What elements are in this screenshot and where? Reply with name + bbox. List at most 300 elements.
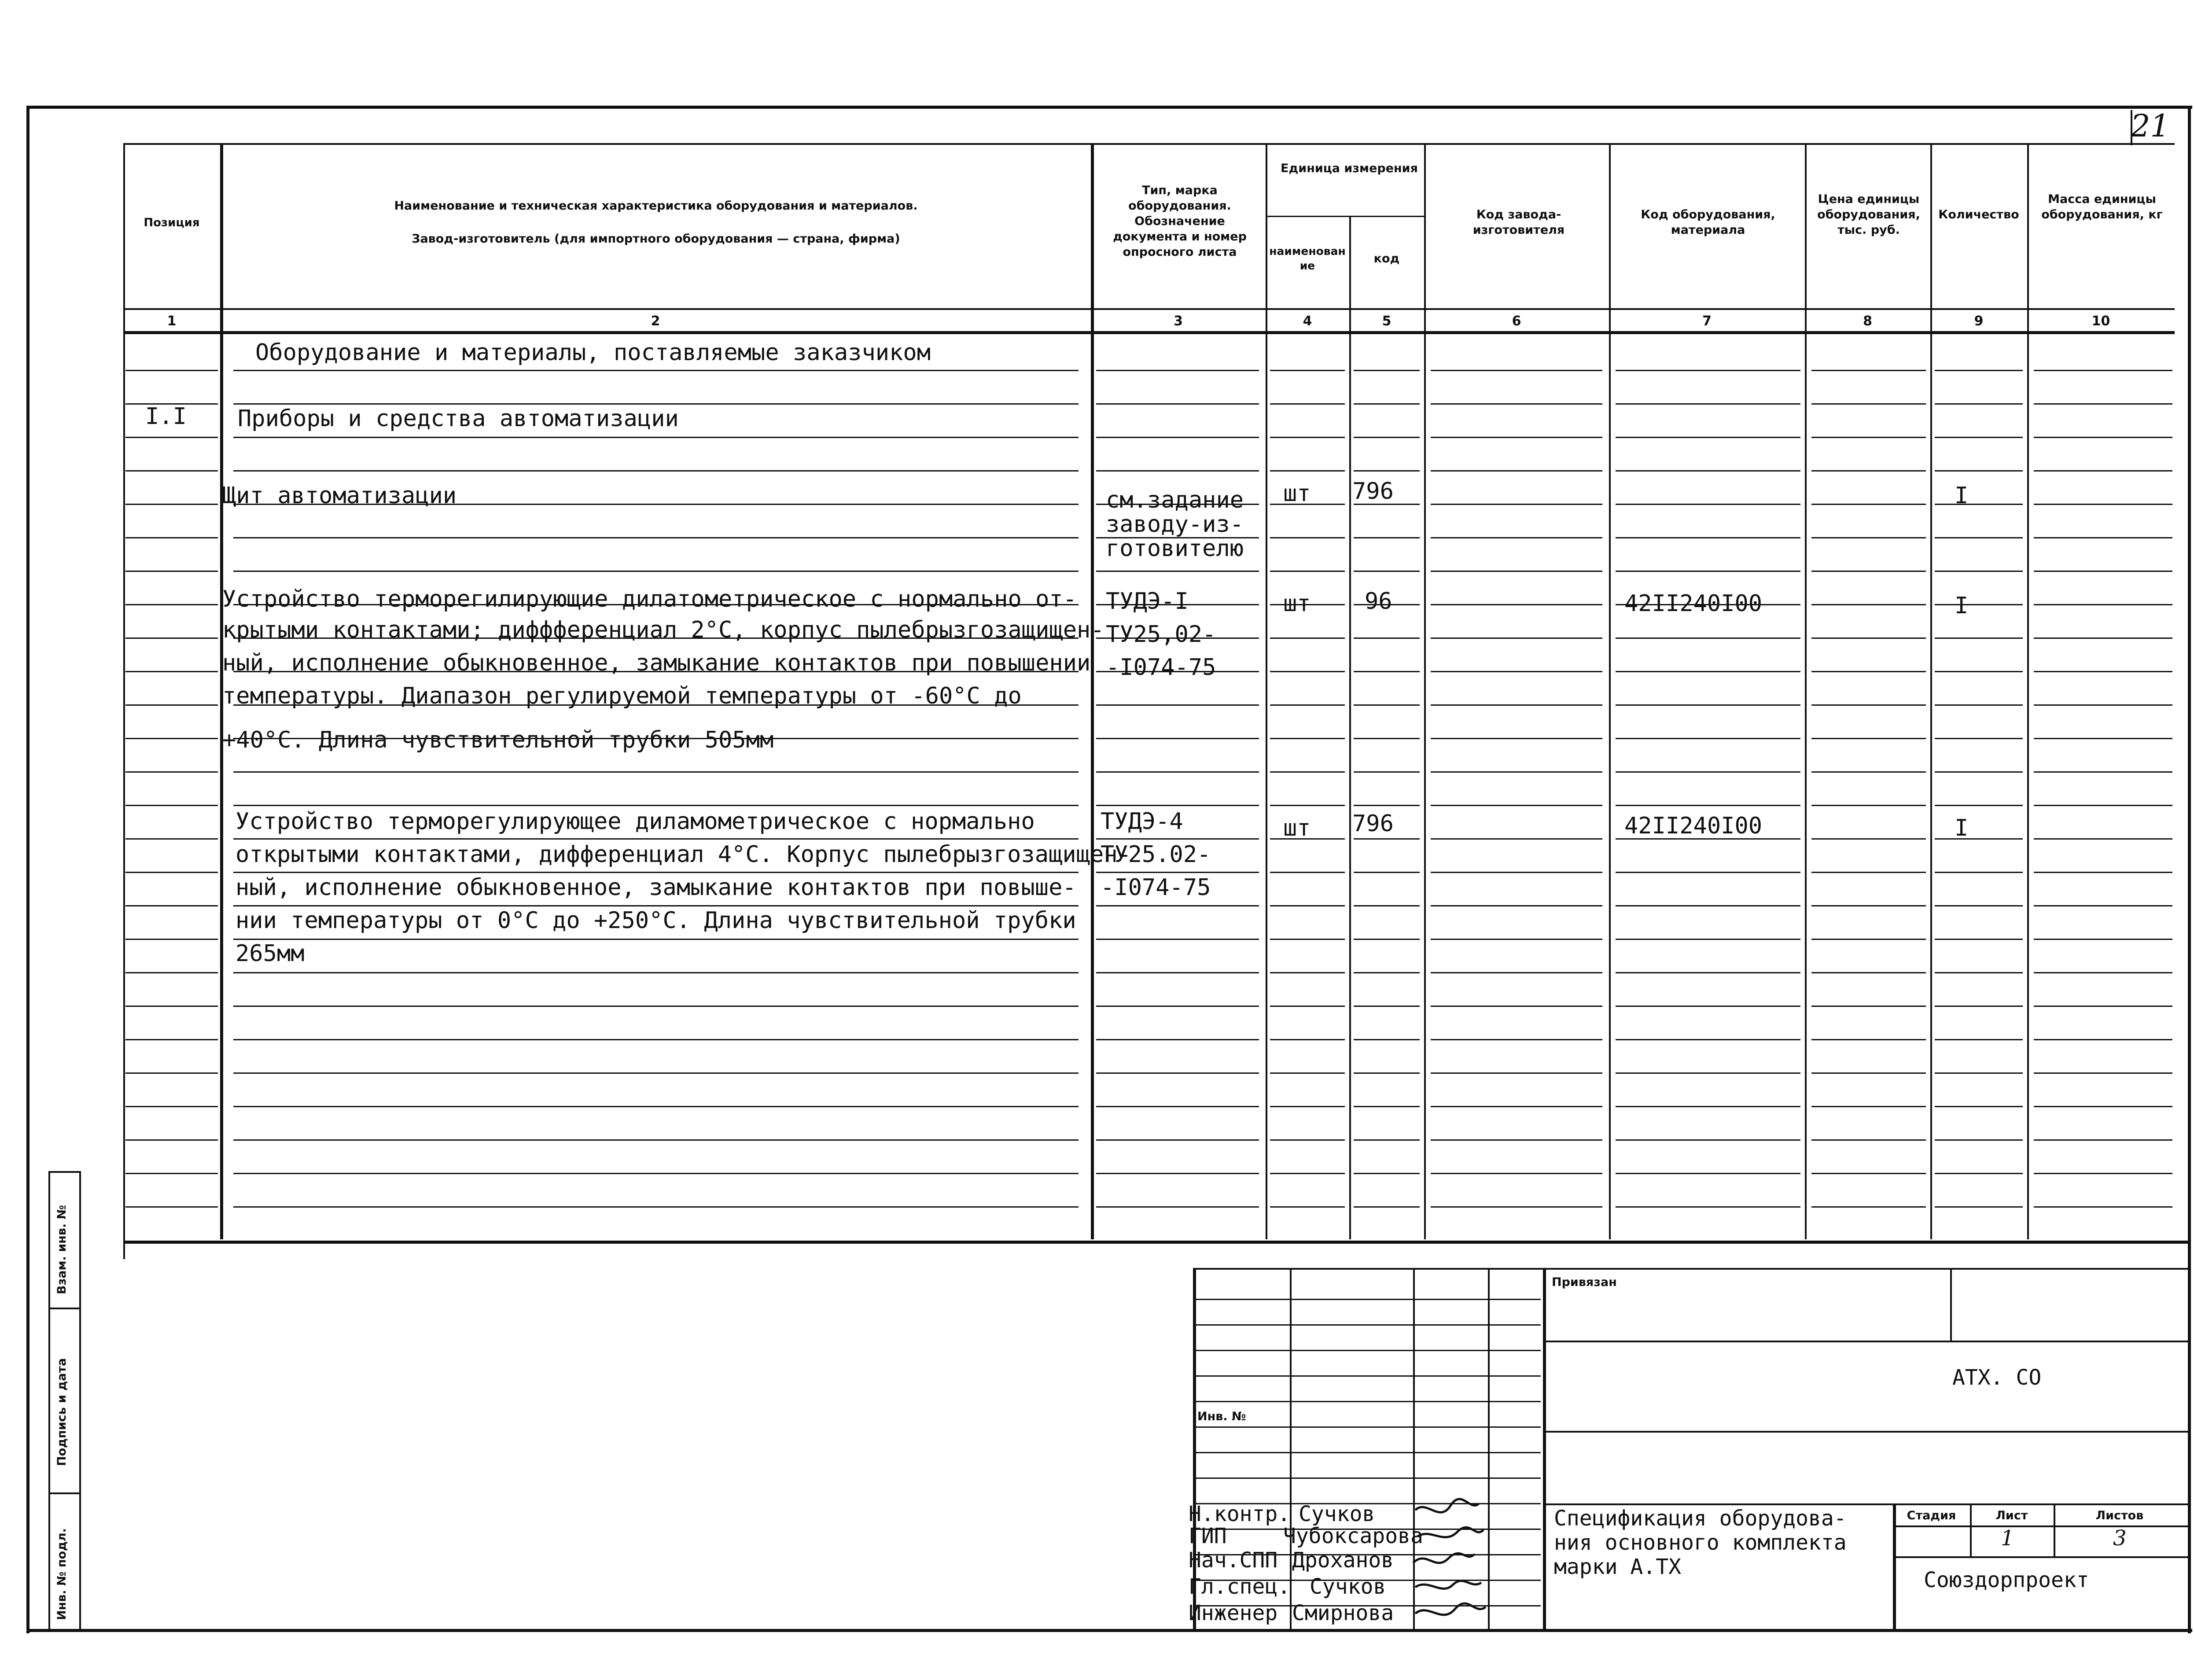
body-rule	[1935, 403, 2023, 405]
colnum-7: 7	[1702, 313, 1712, 329]
body-rule	[1354, 403, 1420, 405]
tb-sheet-value: 1	[2001, 1526, 2014, 1551]
item2-qty: I	[1955, 593, 1969, 619]
body-rule	[1811, 571, 1926, 572]
body-rule	[1354, 1039, 1420, 1040]
body-rule	[1270, 738, 1345, 739]
body-rule	[2034, 771, 2172, 773]
item2-unit: шт	[1283, 590, 1311, 617]
body-rule	[1096, 1006, 1259, 1007]
body-rule	[1616, 1139, 1800, 1141]
body-rule	[1811, 1039, 1926, 1040]
body-rule	[1811, 872, 1926, 873]
tb-name-3: Дроханов	[1292, 1548, 1394, 1573]
body-rule	[125, 537, 218, 538]
body-rule	[1616, 972, 1800, 973]
body-rule	[1270, 805, 1345, 806]
side-strip-div2	[48, 1492, 81, 1494]
body-rule	[1096, 1139, 1259, 1141]
colnum-3: 3	[1174, 313, 1183, 329]
tb-sheets-label: Листов	[2095, 1509, 2144, 1522]
body-rule	[233, 370, 1079, 371]
subsection-position: I.I	[145, 403, 187, 430]
body-rule	[233, 905, 1079, 906]
body-rule	[1935, 771, 2023, 773]
col-line-5	[1349, 216, 1351, 1239]
item3-type-2: ТУ25.02-	[1101, 841, 1211, 868]
tb-role-3: Нач.СПП	[1189, 1548, 1278, 1573]
col-line-3	[1091, 143, 1094, 1239]
frame-left	[26, 106, 29, 1633]
item3-name-2: открытыми контактами, дифференциал 4°С. Корпус пылебрызгозащищен-	[236, 841, 1131, 868]
body-rule	[1616, 939, 1800, 940]
title-block-rule	[1195, 1350, 1541, 1351]
body-rule	[1270, 470, 1345, 472]
body-rule	[1616, 704, 1800, 706]
tb-doc-title-2: ния основного комплекта	[1554, 1530, 1847, 1555]
body-rule	[1935, 637, 2023, 639]
body-rule	[1270, 571, 1345, 572]
body-rule	[125, 571, 218, 572]
tb-name-1: Сучков	[1299, 1502, 1375, 1526]
body-rule	[1096, 370, 1259, 371]
title-block-rule	[1195, 1299, 1541, 1300]
body-rule	[1935, 872, 2023, 873]
body-rule	[1935, 704, 2023, 706]
body-rule	[1096, 972, 1259, 973]
body-rule	[1811, 972, 1926, 973]
body-rule	[1270, 1173, 1345, 1174]
body-rule	[2034, 671, 2172, 672]
body-rule	[1354, 571, 1420, 572]
body-rule	[125, 437, 218, 438]
item2-name-5: +40°С. Длина чувствительной трубки 505мм	[222, 727, 774, 753]
body-rule	[2034, 537, 2172, 538]
item2-type-2: ТУ25,02-	[1106, 621, 1216, 648]
body-rule	[1431, 805, 1602, 806]
body-rule	[1354, 1106, 1420, 1107]
body-rule	[1935, 1072, 2023, 1074]
body-rule	[1616, 504, 1800, 505]
title-block-rule	[1195, 1401, 1541, 1402]
colnum-2: 2	[651, 313, 660, 329]
body-rule	[1616, 370, 1800, 371]
header-bottom-line	[123, 308, 2175, 310]
tb-stage-label: Стадия	[1907, 1509, 1956, 1522]
body-rule	[1096, 771, 1259, 773]
item2-name-2: крытыми контактами; диффференциал 2°С, корпус пылебрызгозащищен-	[222, 617, 1104, 643]
tb-role-4: Гл.спец.	[1189, 1574, 1291, 1599]
body-rule	[2034, 972, 2172, 973]
body-rule	[233, 805, 1079, 806]
body-rule	[1616, 1173, 1800, 1174]
body-rule	[1935, 370, 2023, 371]
title-block-rule	[1195, 1324, 1541, 1326]
body-rule	[1616, 637, 1800, 639]
tb-stage-line2	[1893, 1556, 2188, 1558]
body-rule	[233, 939, 1079, 940]
item1-code: 796	[1352, 478, 1394, 505]
item2-name-4: температуры. Диапазон регулируемой температуры от -60°С до	[222, 683, 1022, 709]
unit-split-line	[1266, 216, 1424, 217]
body-rule	[1096, 939, 1259, 940]
body-rule	[2034, 1039, 2172, 1040]
body-rule	[1811, 1006, 1926, 1007]
body-rule	[1096, 1039, 1259, 1040]
body-rule	[1616, 537, 1800, 538]
body-rule	[1935, 905, 2023, 906]
body-rule	[125, 671, 218, 672]
table-bottom-line	[123, 1241, 2188, 1244]
body-rule	[1616, 1072, 1800, 1074]
body-rule	[233, 1206, 1079, 1208]
body-rule	[1354, 939, 1420, 940]
body-rule	[1270, 403, 1345, 405]
header-mass: Масса единицы оборудования, кг	[2041, 192, 2163, 222]
body-rule	[125, 637, 218, 639]
body-rule	[2034, 637, 2172, 639]
body-rule	[2034, 604, 2172, 605]
title-block-rule	[1195, 1426, 1541, 1428]
body-rule	[1096, 872, 1259, 873]
body-rule	[1811, 905, 1926, 906]
body-rule	[233, 470, 1079, 472]
col-line-6	[1424, 143, 1426, 1239]
body-rule	[125, 872, 218, 873]
body-rule	[1270, 872, 1345, 873]
body-rule	[1096, 905, 1259, 906]
col-line-9	[1930, 143, 1932, 1239]
body-rule	[233, 838, 1079, 840]
body-rule	[1270, 1006, 1345, 1007]
title-block-rule	[1195, 1375, 1541, 1377]
body-rule	[1096, 805, 1259, 806]
body-rule	[1431, 403, 1602, 405]
item2-type-1: ТУДЭ-I	[1106, 588, 1189, 615]
body-rule	[1431, 1039, 1602, 1040]
body-rule	[1270, 972, 1345, 973]
body-rule	[2034, 403, 2172, 405]
body-rule	[1811, 403, 1926, 405]
colnum-5: 5	[1382, 313, 1391, 329]
body-rule	[1431, 1006, 1602, 1007]
body-rule	[1935, 504, 2023, 505]
body-rule	[125, 1039, 218, 1040]
body-rule	[233, 403, 1079, 405]
tb-code-line	[1543, 1431, 2188, 1433]
body-rule	[1616, 771, 1800, 773]
body-rule	[233, 437, 1079, 438]
item2-type-3: -I074-75	[1106, 654, 1216, 681]
col-line-7	[1609, 143, 1611, 1239]
item1-qty: I	[1955, 483, 1969, 509]
item3-name-3: ный, исполнение обыкновенное, замыкание контактов при повыше-	[236, 874, 1076, 901]
item2-name-3: ный, исполнение обыкновенное, замыкание контактов при повышении	[222, 650, 1091, 676]
body-rule	[1354, 1139, 1420, 1141]
item3-type-1: ТУДЭ-4	[1101, 808, 1183, 835]
body-rule	[1431, 637, 1602, 639]
body-rule	[1935, 805, 2023, 806]
body-rule	[125, 1206, 218, 1208]
item3-name-5: 265мм	[236, 940, 305, 967]
item1-type-3: готовителю	[1106, 535, 1244, 562]
body-rule	[1811, 504, 1926, 505]
body-rule	[1431, 1106, 1602, 1107]
body-rule	[1616, 1106, 1800, 1107]
item1-type-1: см.задание	[1106, 487, 1244, 513]
body-rule	[1270, 637, 1345, 639]
tb-name-5: Смирнова	[1292, 1601, 1394, 1625]
header-type: Тип, марка оборудования. Обозначение документа и номер опросного листа	[1113, 184, 1247, 259]
body-rule	[1354, 437, 1420, 438]
body-rule	[1431, 470, 1602, 472]
body-rule	[1616, 872, 1800, 873]
body-rule	[233, 1106, 1079, 1107]
body-rule	[1811, 1173, 1926, 1174]
item3-type-3: -I074-75	[1101, 874, 1211, 901]
item3-unit: шт	[1283, 815, 1311, 841]
tb-privyazan-line	[1543, 1341, 2188, 1342]
body-rule	[1811, 838, 1926, 840]
body-rule	[125, 370, 218, 371]
body-rule	[1354, 1006, 1420, 1007]
body-rule	[1935, 470, 2023, 472]
body-rule	[1811, 1206, 1926, 1208]
body-rule	[1431, 939, 1602, 940]
header-equip-code: Код оборудования, материала	[1641, 208, 1775, 237]
body-rule	[233, 1039, 1079, 1040]
side-label-podpis: Подпись и дата	[55, 1358, 69, 1466]
body-rule	[1431, 905, 1602, 906]
tb-name-2: Чубоксарова	[1283, 1524, 1423, 1548]
body-rule	[1431, 1139, 1602, 1141]
body-rule	[1096, 1206, 1259, 1208]
frame-bottom	[26, 1629, 2192, 1632]
col-line-1	[123, 143, 125, 1259]
body-rule	[1096, 403, 1259, 405]
body-rule	[125, 470, 218, 472]
body-rule	[233, 771, 1079, 773]
body-rule	[1431, 604, 1602, 605]
body-rule	[1354, 537, 1420, 538]
tb-stage-col2	[2054, 1503, 2055, 1556]
body-rule	[1354, 370, 1420, 371]
body-rule	[1431, 437, 1602, 438]
body-rule	[2034, 939, 2172, 940]
frame-right	[2188, 106, 2191, 1633]
body-rule	[1616, 805, 1800, 806]
body-rule	[1096, 738, 1259, 739]
side-strip-top	[48, 1171, 81, 1173]
body-rule	[1354, 1206, 1420, 1208]
body-rule	[1270, 771, 1345, 773]
body-rule	[1270, 537, 1345, 538]
corner-divider	[2131, 110, 2132, 145]
tb-doc-code: АТХ. СО	[1952, 1365, 2042, 1390]
title-block-rule	[1195, 1452, 1541, 1453]
body-rule	[2034, 1173, 2172, 1174]
tb-top	[1193, 1268, 2188, 1270]
body-rule	[1270, 370, 1345, 371]
body-rule	[1935, 604, 2023, 605]
body-rule	[1270, 1106, 1345, 1107]
body-rule	[1935, 738, 2023, 739]
tb-sheet-label: Лист	[1995, 1509, 2028, 1522]
body-rule	[125, 604, 218, 605]
body-rule	[1431, 872, 1602, 873]
body-rule	[1354, 771, 1420, 773]
body-rule	[1354, 671, 1420, 672]
colnum-10: 10	[2091, 313, 2110, 329]
body-rule	[1354, 972, 1420, 973]
body-rule	[1431, 838, 1602, 840]
body-rule	[1811, 771, 1926, 773]
tb-organization: Союздорпроект	[1924, 1568, 2089, 1592]
body-rule	[1811, 738, 1926, 739]
body-rule	[1811, 1139, 1926, 1141]
item1-type-2: заводу-из-	[1106, 511, 1244, 538]
tb-doc-title-3: марки А.ТХ	[1554, 1555, 1681, 1579]
body-rule	[1616, 571, 1800, 572]
body-rule	[1935, 1006, 2023, 1007]
body-rule	[1431, 771, 1602, 773]
body-rule	[1431, 537, 1602, 538]
tb-doc-title-1: Спецификация оборудова-	[1554, 1506, 1847, 1531]
body-rule	[233, 537, 1079, 538]
header-position: Позиция	[144, 216, 200, 229]
side-strip-div1	[48, 1308, 81, 1309]
body-rule	[1935, 537, 2023, 538]
header-quantity: Количество	[1938, 208, 2019, 221]
body-rule	[1935, 671, 2023, 672]
body-rule	[1616, 1206, 1800, 1208]
item3-name-1: Устройство терморегулирующее диламометрическое с нормально	[236, 808, 1035, 835]
body-rule	[2034, 437, 2172, 438]
header-price: Цена единицы оборудования, тыс. руб.	[1817, 192, 1920, 237]
body-rule	[2034, 1139, 2172, 1141]
colnum-6: 6	[1512, 313, 1521, 329]
body-rule	[1096, 470, 1259, 472]
body-rule	[1354, 838, 1420, 840]
body-rule	[233, 1139, 1079, 1141]
body-rule	[1354, 470, 1420, 472]
title-block-rule	[1195, 1477, 1541, 1479]
side-strip-mid	[48, 1171, 50, 1629]
colnum-1: 1	[167, 313, 177, 329]
body-rule	[1270, 905, 1345, 906]
body-rule	[2034, 838, 2172, 840]
tb-stage-col1	[1970, 1503, 1972, 1556]
body-rule	[1935, 1173, 2023, 1174]
body-rule	[1270, 671, 1345, 672]
sheet-corner-number: 21	[2131, 108, 2170, 144]
body-rule	[1354, 637, 1420, 639]
body-rule	[1811, 604, 1926, 605]
item3-equip-code: 42II240I00	[1624, 813, 1763, 839]
side-label-inv-podl: Инв. № подл.	[55, 1528, 69, 1620]
header-name-line2: Завод-изготовитель (для импортного оборудования — страна, фирма)	[412, 232, 900, 246]
body-rule	[125, 771, 218, 773]
colnum-4: 4	[1303, 313, 1312, 329]
body-rule	[1431, 504, 1602, 505]
header-name-line1: Наименование и техническая характеристика оборудования и материалов.	[394, 199, 918, 213]
tb-name-4: Сучков	[1310, 1574, 1386, 1599]
tb-privyazan-label: Привязан	[1552, 1275, 1617, 1289]
header-unit-code: код	[1373, 252, 1400, 265]
body-rule	[1616, 738, 1800, 739]
item2-code: 96	[1365, 588, 1392, 615]
tb-role-5: Инженер	[1189, 1601, 1278, 1625]
item3-name-4: нии температуры от 0°С до +250°С. Длина чувствительной трубки	[236, 907, 1076, 934]
body-rule	[1270, 437, 1345, 438]
body-rule	[1616, 905, 1800, 906]
body-rule	[2034, 504, 2172, 505]
body-rule	[1431, 370, 1602, 371]
body-rule	[1616, 437, 1800, 438]
body-rule	[125, 1106, 218, 1107]
body-rule	[1935, 437, 2023, 438]
body-rule	[2034, 1106, 2172, 1107]
col-line-4	[1266, 143, 1267, 1239]
body-rule	[125, 1173, 218, 1174]
body-rule	[1270, 1139, 1345, 1141]
frame-top	[26, 106, 2192, 109]
body-rule	[1270, 939, 1345, 940]
body-rule	[1096, 1173, 1259, 1174]
colnum-8: 8	[1863, 313, 1872, 329]
colnum-9: 9	[1974, 313, 1984, 329]
tb-title-line	[1543, 1503, 2188, 1505]
item2-equip-code: 42II240I00	[1624, 590, 1763, 617]
body-rule	[1096, 704, 1259, 706]
body-rule	[1811, 637, 1926, 639]
body-rule	[1935, 972, 2023, 973]
body-rule	[1935, 1206, 2023, 1208]
body-rule	[1096, 1106, 1259, 1107]
body-rule	[1270, 704, 1345, 706]
body-rule	[2034, 738, 2172, 739]
body-rule	[1270, 1072, 1345, 1074]
body-rule	[1354, 738, 1420, 739]
body-rule	[233, 571, 1079, 572]
table-top-line	[123, 143, 2175, 145]
side-label-vzam: Взам. инв. №	[55, 1205, 69, 1294]
body-rule	[2034, 805, 2172, 806]
body-rule	[1935, 1039, 2023, 1040]
body-rule	[125, 972, 218, 973]
body-rule	[1354, 1072, 1420, 1074]
body-rule	[1811, 470, 1926, 472]
body-rule	[2034, 905, 2172, 906]
col-line-8	[1805, 143, 1807, 1239]
body-rule	[1431, 1072, 1602, 1074]
item3-code: 796	[1352, 811, 1394, 837]
body-rule	[2034, 571, 2172, 572]
body-rule	[233, 1072, 1079, 1074]
side-strip-right	[79, 1171, 81, 1629]
body-rule	[1354, 872, 1420, 873]
header-plant-code: Код завода-изготовителя	[1472, 208, 1565, 237]
body-rule	[1811, 1106, 1926, 1107]
body-rule	[1096, 571, 1259, 572]
body-rule	[125, 1072, 218, 1074]
body-rule	[1811, 537, 1926, 538]
header-unit-name: наименование	[1269, 245, 1346, 272]
body-rule	[125, 939, 218, 940]
body-rule	[1431, 1173, 1602, 1174]
body-rule	[1935, 1139, 2023, 1141]
body-rule	[1354, 905, 1420, 906]
